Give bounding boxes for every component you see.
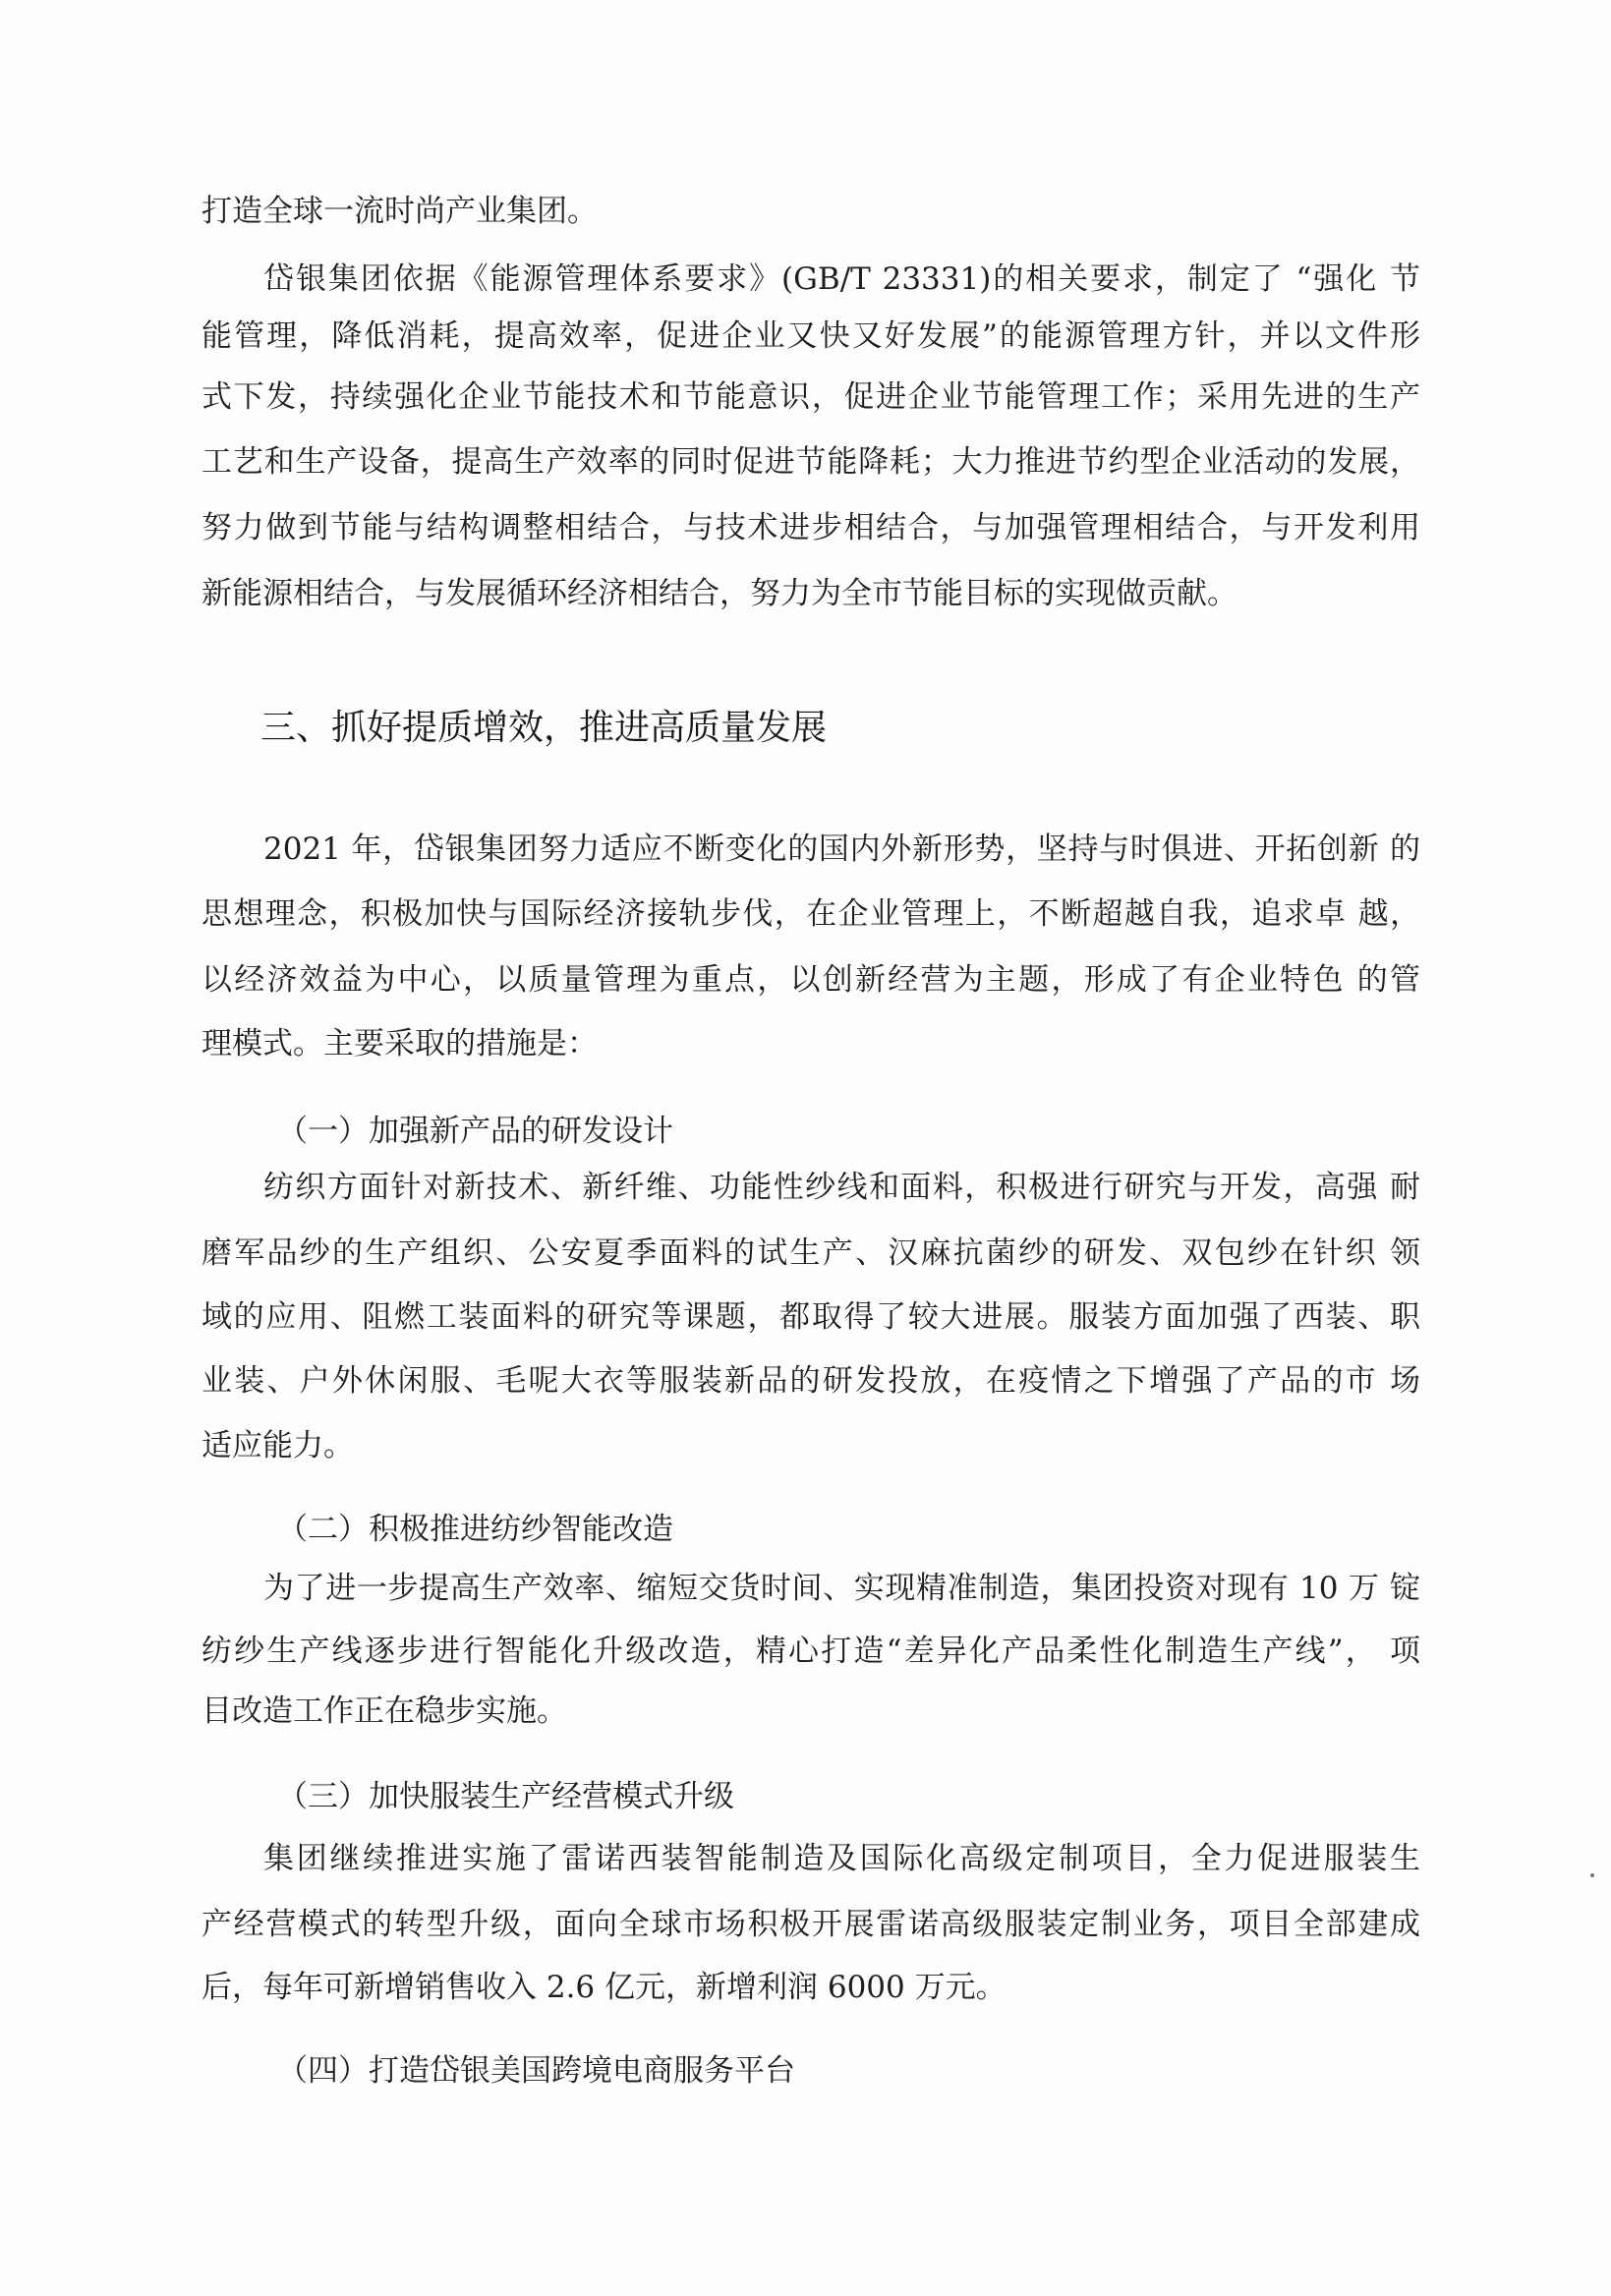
paragraph-line: 为了进一步提高生产效率、缩短交货时间、实现精准制造，集团投资对现有 10 万 锭 <box>263 1571 1420 1606</box>
subsection-heading: （四）打造岱银美国跨境电商服务平台 <box>277 2053 795 2089</box>
paragraph-line: 努力做到节能与结构调整相结合，与技术进步相结合，与加强管理相结合，与开发利用 <box>201 510 1420 545</box>
paragraph-line: 磨军品纱的生产组织、公安夏季面料的试生产、汉麻抗菌纱的研发、双包纱在针织 领 <box>201 1235 1420 1271</box>
paragraph-line: 新能源相结合，与发展循环经济相结合，努力为全市节能目标的实现做贡献。 <box>201 576 1237 611</box>
section-heading: 三、抓好提质增效，推进高质量发展 <box>260 708 828 748</box>
subsection-heading: （三）加快服装生产经营模式升级 <box>277 1779 734 1814</box>
paragraph-line: 打造全球一流时尚产业集团。 <box>201 194 598 229</box>
paragraph-line: 适应能力。 <box>201 1428 354 1464</box>
subsection-heading: （一）加强新产品的研发设计 <box>277 1114 673 1149</box>
paragraph-line: 后，每年可新增销售收入 2.6 亿元，新增利润 6000 万元。 <box>201 1970 1007 2005</box>
paragraph-line: 能管理，降低消耗，提高效率，促进企业又快又好发展”的能源管理方针，并以文件形 <box>201 318 1420 354</box>
paragraph-line: 2021 年，岱银集团努力适应不断变化的国内外新形势，坚持与时俱进、开拓创新 的 <box>263 832 1420 867</box>
paragraph-line: 以经济效益为中心，以质量管理为重点，以创新经营为主题，形成了有企业特色 的管 <box>201 962 1420 998</box>
paragraph-line: 纺织方面针对新技术、新纤维、功能性纱线和面料，积极进行研究与开发，高强 耐 <box>263 1170 1420 1205</box>
subsection-heading: （二）积极推进纺纱智能改造 <box>277 1512 673 1547</box>
paragraph-line: 纺纱生产线逐步进行智能化升级改造，精心打造“差异化产品柔性化制造生产线”， 项 <box>201 1634 1420 1669</box>
paragraph-line: 集团继续推进实施了雷诺西装智能制造及国际化高级定制项目，全力促进服装生 <box>263 1841 1420 1876</box>
paragraph-line: 工艺和生产设备，提高生产效率的同时促进节能降耗；大力推进节约型企业活动的发展， <box>201 444 1420 480</box>
paragraph-line: 式下发，持续强化企业节能技术和节能意识，促进企业节能管理工作；采用先进的生产 <box>201 379 1420 415</box>
paragraph-line: 理模式。主要采取的措施是： <box>201 1026 598 1062</box>
paragraph-line: 业装、户外休闲服、毛呢大衣等服装新品的研发投放，在疫情之下增强了产品的市 场 <box>201 1363 1420 1399</box>
scan-speck <box>1590 1873 1594 1877</box>
paragraph-line: 目改造工作正在稳步实施。 <box>201 1693 567 1729</box>
paragraph-line: 域的应用、阻燃工装面料的研究等课题，都取得了较大进展。服装方面加强了西装、职 <box>201 1299 1420 1335</box>
paragraph-line: 思想理念，积极加快与国际经济接轨步伐，在企业管理上，不断超越自我，追求卓 越， <box>201 896 1420 932</box>
paragraph-line: 岱银集团依据《能源管理体系要求》(GB/T 23331)的相关要求，制定了 “强化 节 <box>263 261 1420 297</box>
paragraph-line: 产经营模式的转型升级，面向全球市场积极开展雷诺高级服装定制业务，项目全部建成 <box>201 1907 1420 1942</box>
